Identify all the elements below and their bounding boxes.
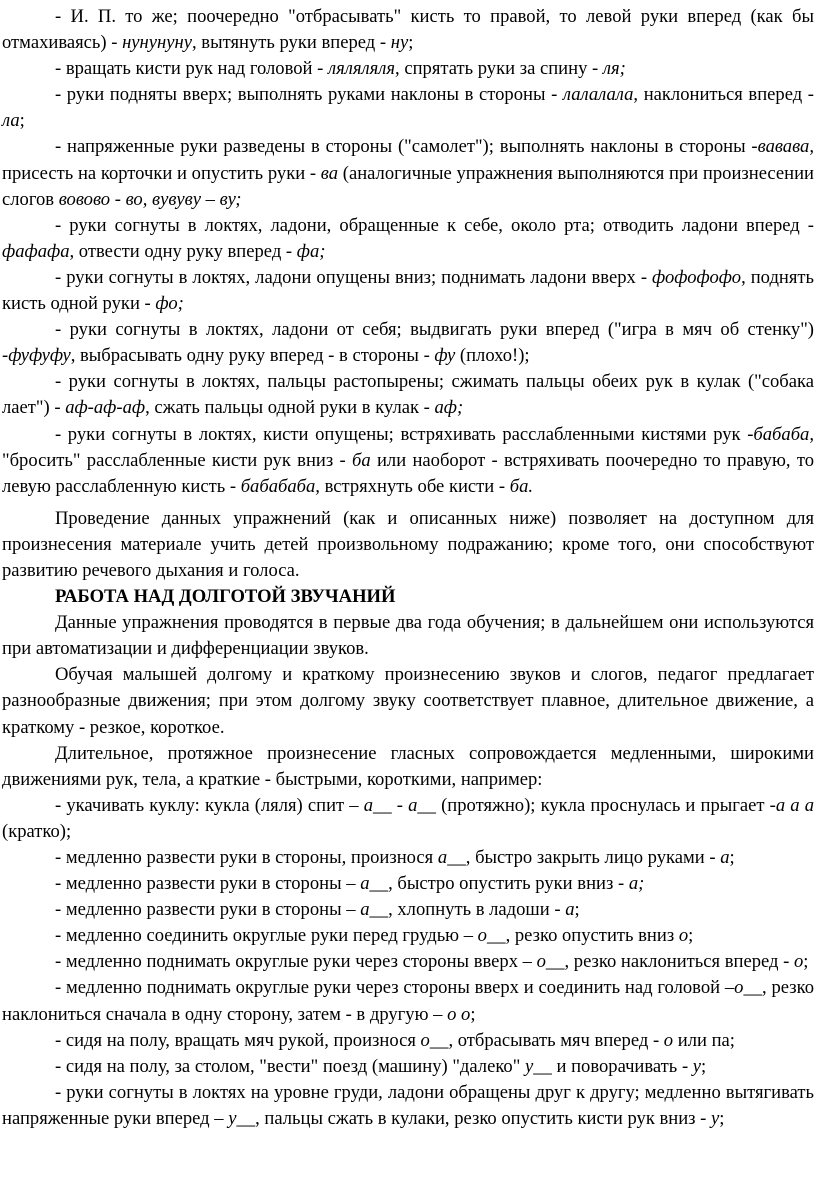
- italic-syllables: у: [692, 1055, 702, 1077]
- paragraph: - медленно развести руки в стороны – а__, хлопнуть в ладоши - а;: [55, 899, 580, 921]
- paragraph: - сидя на полу, вращать мяч рукой, произнося о__, отбрасывать мяч вперед - о или па;: [55, 1029, 735, 1051]
- italic-syllables: ну: [390, 32, 409, 54]
- paragraph: - сидя на полу, за столом, "вести" поезд (машину) "далеко" у__ и поворачивать - у;: [55, 1055, 707, 1077]
- paragraph: - руки согнуты в локтях на уровне груди, ладони обращены друг к другу; медленно вытягивать напряженные руки вперед – у__, пальцы сжать в кулаки, резко опустить кисти рук вниз - у;: [2, 1081, 814, 1129]
- paragraph: - руки согнуты в локтях, ладони от себя; выдвигать руки вперед ("игра в мяч об стенку") -фуфуфу, выбрасывать одну руку вперед - в стороны - фу (плохо!);: [2, 319, 814, 367]
- paragraph: - руки согнуты в локтях, кисти опущены; встряхивать расслабленными кистями рук -бабаба, "бросить" расслабленные кисти рук вниз - ба или наоборот - встряхивать поочередно то правую, то левую расслабленную кисть - бабабаба, встряхнуть обе кисти - ба.: [2, 423, 815, 497]
- italic-syllables: а__: [360, 899, 389, 921]
- italic-syllables: ба.: [509, 475, 534, 497]
- paragraph: - руки согнуты в локтях, ладони опущены вниз; поднимать ладони вверх - фофофофо, поднять кисть одной руки - фо;: [2, 266, 815, 315]
- paragraph: - руки согнуты в локтях, пальцы растопырены; сжимать пальцы обеих рук в кулак ("собака лает") - аф-аф-аф, сжать пальцы одной руки в кулак - аф;: [2, 371, 814, 419]
- italic-syllables: ва: [320, 162, 339, 184]
- italic-syllables: бабабаба,: [240, 475, 320, 497]
- italic-syllables: вовово: [58, 188, 111, 210]
- italic-syllables: у__: [228, 1107, 256, 1129]
- italic-syllables: а__: [408, 794, 436, 816]
- summary-paragraph: Проведение данных упражнений (как и описанных ниже) позволяет на доступном для произнесения материале учить детей произвольному подражанию; кроме того, они способствуют развитию речевого дыхания и голоса.: [2, 507, 814, 581]
- paragraph: Длительное, протяжное произнесение гласных сопровождается медленными, широкими движениями рук, тела, а краткие - быстрыми, короткими, например:: [2, 742, 814, 790]
- italic-syllables: а__: [363, 794, 392, 816]
- italic-syllables: фафафа,: [2, 240, 75, 262]
- paragraph: Обучая малышей долгому и краткому произнесению звуков и слогов, педагог предлагает разнообразные движения; при этом долгому звуку соответствует плавное, длительное движение, а краткому - резкое, короткое.: [2, 664, 814, 738]
- italic-syllables: ба: [352, 449, 371, 471]
- italic-syllables: фофофофо: [652, 266, 742, 288]
- paragraph: - медленно поднимать округлые руки через стороны вверх – о__, резко наклониться вперед - о;: [55, 951, 809, 973]
- paragraph: - медленно развести руки в стороны – а__, быстро опустить руки вниз - а;: [55, 873, 645, 895]
- italic-syllables: а а а: [775, 794, 814, 816]
- italic-syllables: о__: [420, 1029, 449, 1051]
- paragraph: - И. П. то же; поочередно "отбрасывать" кисть то правой, то левой руки вперед (как бы отмахиваясь) - нунунуну, вытянуть руки вперед - ну;: [2, 6, 814, 54]
- italic-syllables: фуфуфу: [8, 345, 71, 367]
- italic-syllables: о__: [734, 977, 763, 999]
- italic-syllables: ла: [2, 110, 20, 132]
- paragraph: - руки согнуты в локтях, ладони, обращенные к себе, около рта; отводить ладони вперед - фафафа, отвести одну руку вперед - фа;: [2, 214, 814, 262]
- italic-syllables: о__: [477, 925, 506, 947]
- section-heading: РАБОТА НАД ДОЛГОТОЙ ЗВУЧАНИЙ: [55, 586, 396, 608]
- italic-syllables: о__: [536, 951, 565, 973]
- italic-syllables: фо;: [155, 293, 184, 315]
- italic-syllables: о о: [447, 1003, 471, 1025]
- paragraph: Данные упражнения проводятся в первые два года обучения; в дальнейшем они используются при автоматизации и дифференциации звуков.: [2, 612, 814, 660]
- italic-syllables: а;: [628, 873, 645, 895]
- italic-syllables: фа;: [296, 240, 326, 262]
- italic-syllables: вавава,: [757, 136, 814, 158]
- italic-syllables: во, вувуву – ву;: [125, 188, 242, 210]
- italic-syllables: о: [678, 925, 689, 947]
- italic-syllables: бабаба,: [753, 423, 814, 445]
- italic-syllables: аф-аф-аф: [65, 397, 146, 419]
- paragraph: - вращать кисти рук над головой - ляляляля, спрятать руки за спину - ля;: [55, 58, 626, 80]
- paragraph: - медленно развести руки в стороны, произнося а__, быстро закрыть лицо руками - а;: [55, 847, 735, 868]
- italic-syllables: ля;: [602, 58, 626, 80]
- italic-syllables: о: [793, 951, 804, 973]
- paragraph: - медленно поднимать округлые руки через стороны вверх и соединить над головой –о__, резко наклониться сначала в одну сторону, затем - в другую – о о;: [2, 977, 814, 1025]
- exercise-list-1: [2, 4, 814, 500]
- italic-syllables: у: [711, 1107, 720, 1129]
- italic-syllables: ляляляля: [328, 58, 396, 80]
- paragraph: - медленно соединить округлые руки перед грудью – о__, резко опустить вниз о;: [55, 925, 694, 947]
- italic-syllables: аф;: [434, 397, 464, 419]
- italic-syllables: а: [720, 847, 730, 868]
- paragraph: - руки подняты вверх; выполнять руками наклоны в стороны - лалалала, наклониться вперед - ла;: [2, 84, 814, 132]
- italic-syllables: а__: [437, 847, 466, 868]
- italic-syllables: нунунуну: [122, 32, 192, 54]
- italic-syllables: о: [663, 1029, 674, 1051]
- paragraph: - укачивать куклу: кукла (ляля) спит – а__ - а__ (протяжно); кукла проснулась и прыгает -а а а (кратко);: [2, 794, 814, 842]
- paragraph: - напряженные руки разведены в стороны ("самолет"); выполнять наклоны в стороны -вавава, присесть на корточки и опустить руки - ва (аналогичные упражнения выполняются при произнесении слогов вовово - во, вувуву – ву;: [2, 136, 815, 210]
- italic-syllables: а: [565, 899, 575, 921]
- italic-syllables: лалалала: [562, 84, 634, 106]
- italic-syllables: а__: [360, 873, 389, 895]
- italic-syllables: фу: [434, 345, 456, 367]
- exercise-list-2: [2, 610, 814, 1132]
- italic-syllables: у__: [524, 1055, 552, 1077]
